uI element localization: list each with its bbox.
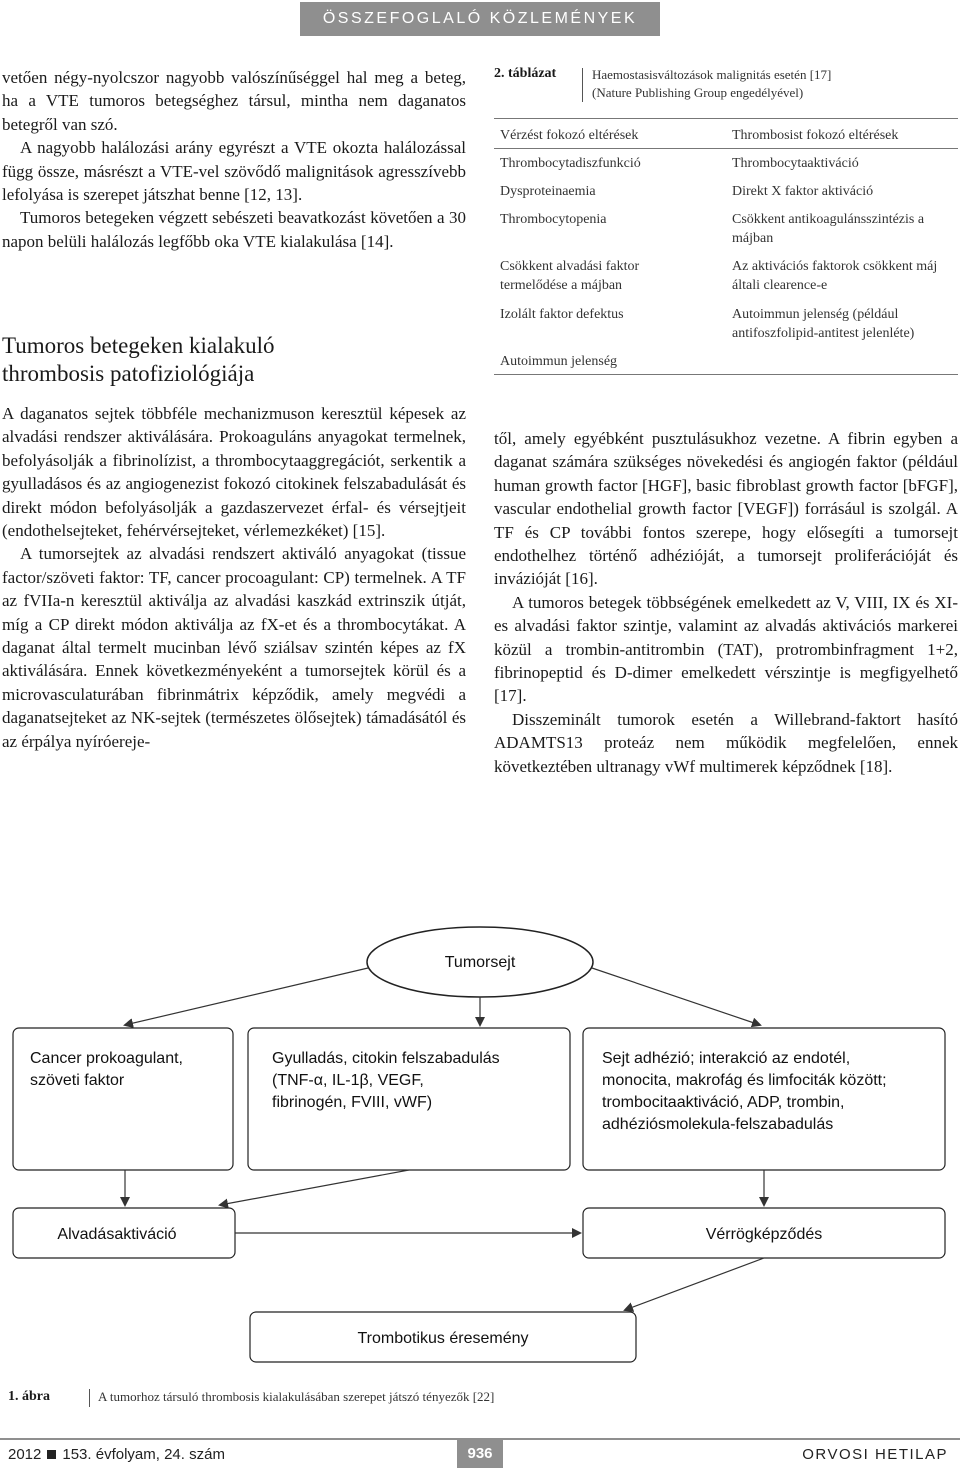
- table-top-rule: [494, 118, 958, 119]
- table-label: 2. táblázat: [494, 66, 557, 81]
- paragraph: Tumoros betegeken végzett sebészeti beavatkozást követően a 30 napon belüli halálozás legfőbb oka VTE kialakulása [14].: [2, 208, 466, 251]
- table-cell: Autoimmun jelenség (például antifoszfolipid-antitest jelenléte): [732, 307, 915, 341]
- table-cell: Dysproteinaemia: [500, 184, 596, 199]
- table-header-rule: [494, 148, 958, 149]
- section-header: ÖSSZEFOGLALÓ KÖZLEMÉNYEK: [300, 2, 660, 36]
- table-caption-divider: [582, 68, 583, 102]
- left-column-top: [2, 66, 466, 253]
- section-title-line: Tumoros betegeken kialakuló: [2, 333, 275, 358]
- left-column-bottom: [2, 402, 466, 753]
- procoagulant-line: Cancer prokoagulant,: [30, 1050, 183, 1067]
- clot-formation-label: Vérrögképződés: [705, 1226, 823, 1243]
- footer-issue: 153. évfolyam, 24. szám: [62, 1446, 225, 1463]
- procoagulant-line: szöveti faktor: [30, 1072, 125, 1089]
- cell-adhesion-line: monocita, makrofág és limfociták között;: [602, 1072, 887, 1089]
- table-cell: Izolált faktor defektus: [500, 307, 624, 322]
- right-column: [494, 427, 958, 778]
- square-bullet-icon: [47, 1450, 56, 1459]
- cell-adhesion-line: trombocitaaktiváció, ADP, trombin,: [602, 1094, 845, 1111]
- table-header-cell: Thrombosist fokozó eltérések: [732, 128, 899, 143]
- figure-caption-divider: [89, 1389, 90, 1407]
- table-caption-line: Haemostasisváltozások malignitás esetén [17]: [592, 67, 832, 82]
- arrow: [125, 968, 368, 1025]
- table-caption: [592, 66, 952, 102]
- paragraph: vetően négy-nyolcszor nagyobb valószínűséggel hal meg a beteg, ha a VTE tumoros betegséghez társul, mintha nem daganatos betegről van szó.: [2, 68, 466, 134]
- table-cell: Thrombocytadiszfunkció: [500, 156, 641, 171]
- page-number: 936: [457, 1440, 503, 1468]
- paragraph: A daganatos sejtek többféle mechanizmuson keresztül képesek az alvadási rendszer aktiválására. Prokoaguláns anyagokat termelnek, befolyásolják a fibrinolízist, a thrombocytaaggregációt, serkentik a gyulladásos és az angiogenezist fokozó citokinek felszabadulását és direkt módon befolyásolják a gazdaszervezet érfal- és vérsejtjeit (endothelsejteket, fehérvérsejteket, vérlemezkéket) [15].: [2, 404, 466, 541]
- footer-year: 2012: [8, 1446, 42, 1463]
- paragraph: A tumorsejtek az alvadási rendszert aktiváló anyagokat (tissue factor/szöveti faktor: TF, cancer procoagulant: CP) termelnek. A TF az fVIIa-n keresztül aktiválja az alvadási kaszkád extrinszik útját, míg a CP direkt módon aktiválja az fX-et és a thrombocytákat. A daganat által termelt mucinban lévő sziálsav szintén képes az fX aktiválására. Ennek következményeként a tumorsejtek körül és a microvasculaturában fibrinmátrix képződik, amely megvédi a daganatsejteket az NK-sejtek (természetes ölősejtek) támadásától és az érpálya nyíróereje-: [2, 544, 466, 751]
- paragraph: A nagyobb halálozási arány egyrészt a VTE okozta halálozással függ össze, másrészt a VTE-vel szövődő malignitások agresszívebb lefolyása is szerepet játszhat benne [12, 13].: [2, 138, 466, 205]
- inflammation-line: fibrinogén, FVIII, vWF): [272, 1094, 433, 1111]
- tumor-cell-label: Tumorsejt: [444, 954, 516, 971]
- table-cell: Csökkent antikoagulánsszintézis a májban: [732, 212, 925, 246]
- table-caption-line: (Nature Publishing Group engedélyével): [592, 85, 804, 100]
- journal-name: ORVOSI HETILAP: [802, 1446, 948, 1463]
- paragraph: A tumoros betegek többségének emelkedett az V, VIII, IX és XI-es alvadási faktor szintje, valamint az alvadás aktivációs markerei közül a trombin-antitrombin (TAT), protrombinfragment 1+2, fibrinopeptid és D-dimer emelkedett vérszintje is megfigyelhető [17].: [494, 592, 958, 706]
- figure-caption: A tumorhoz társuló thrombosis kialakulásában szerepet játszó tényezők [22]: [98, 1389, 495, 1404]
- section-title: [2, 332, 466, 388]
- section-title-line: thrombosis patofiziológiája: [2, 361, 255, 386]
- footer-issue-info: [8, 1446, 225, 1463]
- inflammation-line: Gyulladás, citokin felszabadulás: [272, 1050, 500, 1067]
- figure-label: 1. ábra: [8, 1389, 50, 1404]
- table-cell: Az aktivációs faktorok csökkent máj általi clearence-e: [732, 259, 938, 293]
- arrow: [592, 968, 760, 1025]
- coagulation-activation-label: Alvadásaktiváció: [57, 1226, 177, 1243]
- table-cell: Csökkent alvadási faktor termelődése a májban: [500, 259, 640, 293]
- paragraph: től, amely egyébként pusztulásukhoz vezetne. A fibrin egyben a daganat számára szükséges növekedési és angiogén faktor (például human growth factor [HGF], basic fibroblast growth factor [bFGF], vascular endothelial growth factor [VEGF]) forrásául is szolgál. A TF és CP további fontos szerepe, hogy elősegíti a tumorsejt endothelhez történő adhézióját, a tumorsejt proliferációját és invázióját [16].: [494, 429, 958, 589]
- arrow: [220, 1170, 409, 1205]
- arrow: [625, 1258, 764, 1310]
- table-cell: Autoimmun jelenség: [500, 354, 618, 369]
- table-cell: Direkt X faktor aktiváció: [732, 184, 874, 199]
- table-bottom-rule: [494, 374, 958, 375]
- table-header-cell: Vérzést fokozó eltérések: [500, 128, 639, 143]
- cell-adhesion-line: adhéziósmolekula-felszabadulás: [602, 1116, 834, 1133]
- inflammation-line: (TNF-α, IL-1β, VEGF,: [272, 1072, 424, 1089]
- flow-diagram: [0, 900, 960, 1380]
- thrombotic-event-label: Trombotikus éresemény: [357, 1330, 529, 1347]
- cell-adhesion-line: Sejt adhézió; interakció az endotél,: [602, 1050, 851, 1067]
- table-cell: Thrombocytaaktiváció: [732, 156, 859, 171]
- table-cell: Thrombocytopenia: [500, 212, 607, 227]
- paragraph: Disszeminált tumorok esetén a Willebrand-faktort hasító ADAMTS13 proteáz nem működik megfelelően, ennek következtében ultranagy vWf multimerek képződnek [18].: [494, 709, 958, 776]
